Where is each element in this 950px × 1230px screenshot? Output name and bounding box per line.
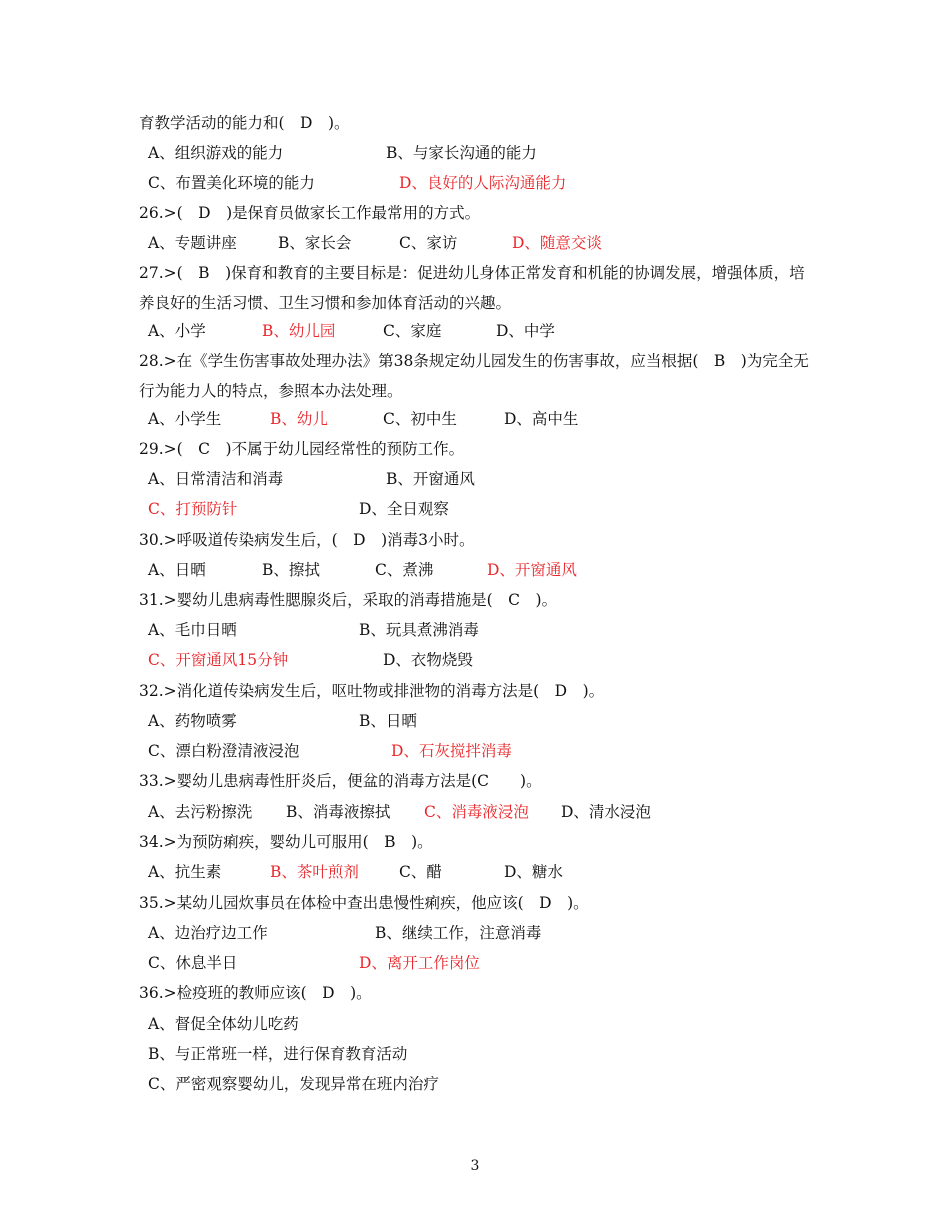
option-c: C、布置美化环境的能力 — [148, 174, 315, 192]
option-c-answer: C、消毒液浸泡 — [424, 803, 529, 821]
question-text-line — [0, 108, 950, 138]
option-a: A、抗生素 — [148, 863, 222, 881]
option-a: A、日常清洁和消毒 — [148, 470, 284, 488]
question-text: 32.>消化道传染病发生后，呕吐物或排泄物的消毒方法是( D )。 — [139, 682, 605, 700]
question-line — [0, 676, 950, 706]
option-a: A、专题讲座 — [148, 234, 237, 252]
question-text: 26.>( D )是保育员做家长工作最常用的方式。 — [139, 204, 481, 222]
question-line — [0, 585, 950, 615]
question-text: 31.>婴幼儿患病毒性腮腺炎后，采取的消毒措施是( C )。 — [139, 591, 558, 609]
option-a: A、小学 — [148, 322, 206, 340]
option-c: C、煮沸 — [375, 561, 434, 579]
option-d-answer: D、随意交谈 — [512, 234, 602, 252]
option-c: C、严密观察婴幼儿，发现异常在班内治疗 — [148, 1075, 439, 1093]
question-text: 36.>检疫班的教师应该( D )。 — [139, 984, 372, 1002]
option-b: B、消毒液擦拭 — [286, 803, 391, 821]
question-text-line — [0, 376, 950, 406]
option-a: A、去污粉擦洗 — [148, 803, 253, 821]
option-line — [0, 555, 950, 585]
option-c: C、家庭 — [383, 322, 442, 340]
page-number: 3 — [470, 1158, 480, 1174]
option-b: B、玩具煮沸消毒 — [359, 621, 479, 639]
option-line — [0, 645, 950, 675]
question-line — [0, 978, 950, 1008]
option-a: A、组织游戏的能力 — [148, 144, 284, 162]
option-b-answer: B、幼儿 — [270, 410, 328, 428]
option-line — [0, 138, 950, 168]
option-d-answer: D、良好的人际沟通能力 — [399, 174, 567, 192]
option-line — [0, 1069, 950, 1099]
option-b: B、与家长沟通的能力 — [386, 144, 537, 162]
question-text: 34.>为预防痢疾，婴幼儿可服用( B )。 — [139, 833, 433, 851]
option-c: C、家访 — [399, 234, 458, 252]
option-line — [0, 948, 950, 978]
question-line — [0, 258, 950, 288]
question-line — [0, 888, 950, 918]
question-text: 29.>( C )不属于幼儿园经常性的预防工作。 — [139, 440, 465, 458]
option-b: B、家长会 — [278, 234, 352, 252]
option-line — [0, 918, 950, 948]
question-line — [0, 434, 950, 464]
option-c: C、漂白粉澄清液浸泡 — [148, 742, 300, 760]
option-b: B、日晒 — [359, 712, 417, 730]
option-line — [0, 615, 950, 645]
text-segment: 行为能力人的特点，参照本办法处理。 — [139, 382, 403, 400]
option-line — [0, 1039, 950, 1069]
option-d: D、中学 — [496, 322, 555, 340]
option-d-answer: D、离开工作岗位 — [359, 954, 480, 972]
option-d: D、高中生 — [504, 410, 579, 428]
question-text: 33.>婴幼儿患病毒性肝炎后，便盆的消毒方法是(C )。 — [139, 772, 542, 790]
option-line — [0, 797, 950, 827]
question-text: 30.>呼吸道传染病发生后，( D )消毒3小时。 — [139, 531, 475, 549]
question-text: 35.>某幼儿园炊事员在体检中查出患慢性痢疾，他应该( D )。 — [139, 894, 589, 912]
option-line — [0, 706, 950, 736]
option-line — [0, 228, 950, 258]
option-c-answer: C、开窗通风15分钟 — [148, 651, 289, 669]
text-segment: 养良好的生活习惯、卫生习惯和参加体育活动的兴趣。 — [139, 294, 512, 312]
text-segment: 育教学活动的能力和( D )。 — [139, 114, 350, 132]
option-line — [0, 404, 950, 434]
question-text-line — [0, 288, 950, 318]
option-line — [0, 1009, 950, 1039]
option-line — [0, 736, 950, 766]
option-d: D、衣物烧毁 — [383, 651, 473, 669]
option-d: D、清水浸泡 — [561, 803, 651, 821]
option-c-answer: C、打预防针 — [148, 500, 238, 518]
option-line — [0, 464, 950, 494]
option-d-answer: D、开窗通风 — [487, 561, 577, 579]
option-d-answer: D、石灰搅拌消毒 — [391, 742, 512, 760]
option-b: B、与正常班一样，进行保育教育活动 — [148, 1045, 408, 1063]
question-line — [0, 525, 950, 555]
option-d: D、全日观察 — [359, 500, 449, 518]
option-d: D、糖水 — [504, 863, 563, 881]
question-text: 27.>( B )保育和教育的主要目标是：促进幼儿身体正常发育和机能的协调发展，增强体质，培 — [139, 264, 805, 282]
option-b-answer: B、幼儿园 — [262, 322, 336, 340]
option-b: B、擦拭 — [262, 561, 320, 579]
option-line — [0, 316, 950, 346]
option-c: C、休息半日 — [148, 954, 238, 972]
option-a: A、小学生 — [148, 410, 222, 428]
question-line — [0, 346, 950, 376]
question-line — [0, 198, 950, 228]
option-a: A、边治疗边工作 — [148, 924, 268, 942]
option-line — [0, 857, 950, 887]
option-line — [0, 168, 950, 198]
option-a: A、日晒 — [148, 561, 206, 579]
option-a: A、督促全体幼儿吃药 — [148, 1015, 299, 1033]
question-text: 28.>在《学生伤害事故处理办法》第38条规定幼儿园发生的伤害事故，应当根据( B )为完全无 — [139, 352, 809, 370]
option-c: C、醋 — [399, 863, 442, 881]
option-b-answer: B、茶叶煎剂 — [270, 863, 359, 881]
question-line — [0, 827, 950, 857]
option-a: A、毛巾日晒 — [148, 621, 237, 639]
question-line — [0, 766, 950, 796]
option-c: C、初中生 — [383, 410, 457, 428]
option-line — [0, 494, 950, 524]
option-b: B、继续工作，注意消毒 — [375, 924, 542, 942]
option-a: A、药物喷雾 — [148, 712, 237, 730]
option-b: B、开窗通风 — [386, 470, 475, 488]
